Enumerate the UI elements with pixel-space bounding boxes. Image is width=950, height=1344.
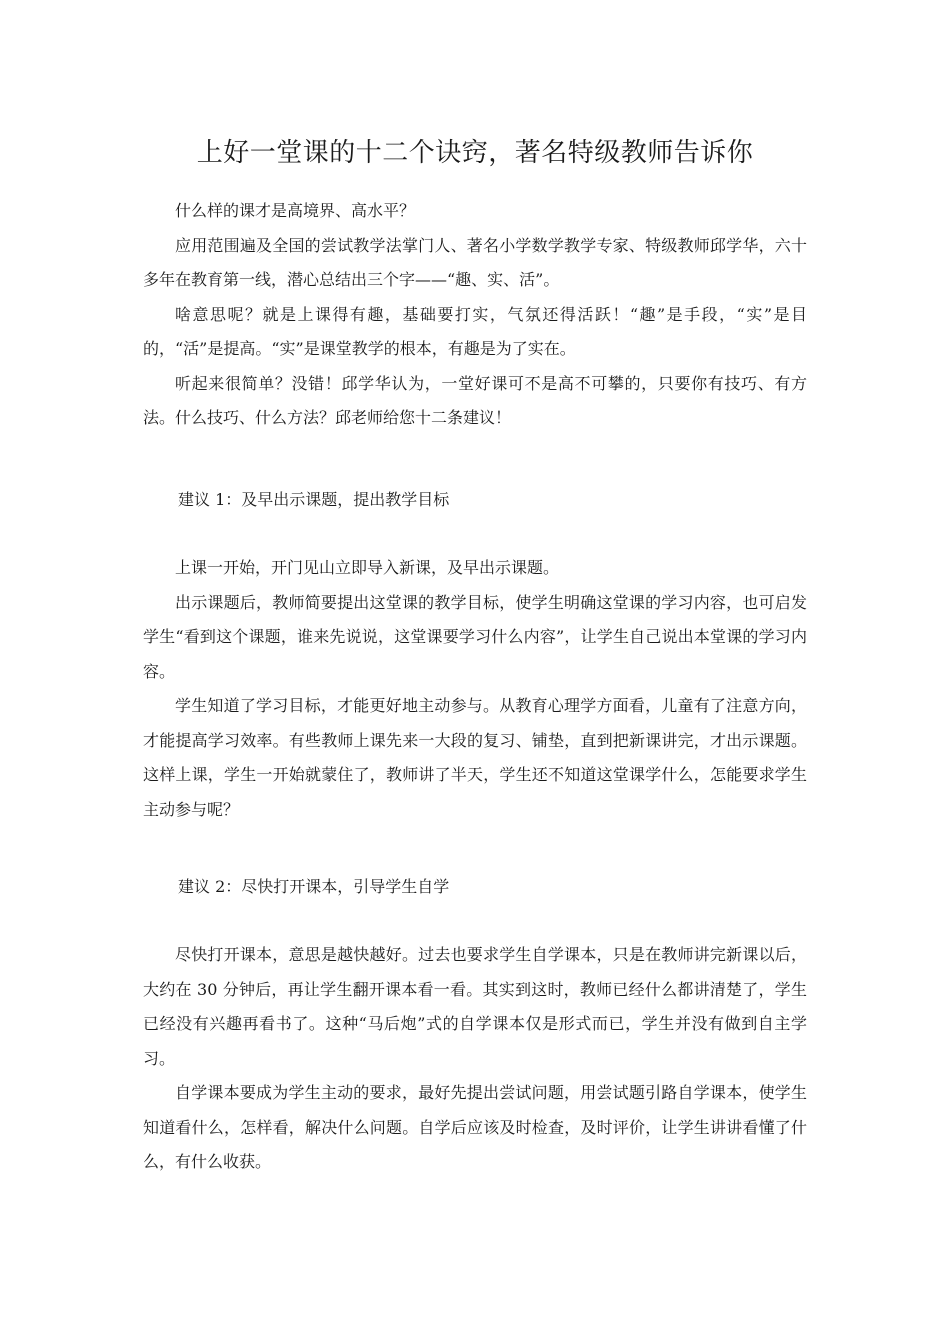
section-1-paragraph: 学生知道了学习目标，才能更好地主动参与。从教育心理学方面看，儿童有了注意方向，才能提高学习效率。有些教师上课先来一大段的复习、铺垫，直到把新课讲完，才出示课题。这样上课，学生一开始就蒙住了，教师讲了半天，学生还不知道这堂课学什么，怎能要求学生主动参与呢？: [143, 696, 807, 819]
intro-paragraph: 听起来很简单？没错！邱学华认为，一堂好课可不是高不可攀的，只要你有技巧、有方法。什么技巧、什么方法？邱老师给您十二条建议！: [143, 373, 807, 427]
intro-paragraph: 什么样的课才是高境界、高水平？: [175, 201, 416, 220]
document-title: 上好一堂课的十二个诀窍，著名特级教师告诉你: [196, 138, 754, 168]
intro-paragraph: 啥意思呢？就是上课得有趣，基础要打实，气氛还得活跃！“趣”是手段，“实”是目的，“活”是提高。“实”是课堂教学的根本，有趣是为了实在。: [143, 304, 807, 358]
section-heading-2: 建议 2：尽快打开课本，引导学生自学: [178, 877, 450, 896]
section-2-paragraph: 尽快打开课本，意思是越快越好。过去也要求学生自学课本，只是在教师讲完新课以后，大约在 30 分钟后，再让学生翻开课本看一看。其实到这时，教师已经什么都讲清楚了，学生已经没有兴趣再看书了。这种“马后炮”式的自学课本仅是形式而已，学生并没有做到自主学习。: [143, 945, 807, 1068]
section-2-paragraph: 自学课本要成为学生主动的要求，最好先提出尝试问题，用尝试题引路自学课本，使学生知道看什么，怎样看，解决什么问题。自学后应该及时检查，及时评价，让学生讲讲看懂了什么，有什么收获。: [143, 1083, 807, 1171]
section-1-paragraph: 上课一开始，开门见山立即导入新课，及早出示课题。: [175, 558, 560, 577]
section-heading-1: 建议 1：及早出示课题，提出教学目标: [178, 490, 450, 509]
intro-block: [143, 194, 807, 436]
section-1-body: [143, 551, 807, 827]
section-1-paragraph: 出示课题后，教师简要提出这堂课的教学目标，使学生明确这堂课的学习内容，也可启发学生“看到这个课题，谁来先说说，这堂课要学习什么内容”，让学生自己说出本堂课的学习内容。: [143, 592, 807, 681]
intro-paragraph: 应用范围遍及全国的尝试教学法掌门人、著名小学数学教学专家、特级教师邱学华，六十多年在教育第一线，潜心总结出三个字——“趣、实、活”。: [143, 235, 807, 289]
section-2-body: [143, 938, 807, 1180]
